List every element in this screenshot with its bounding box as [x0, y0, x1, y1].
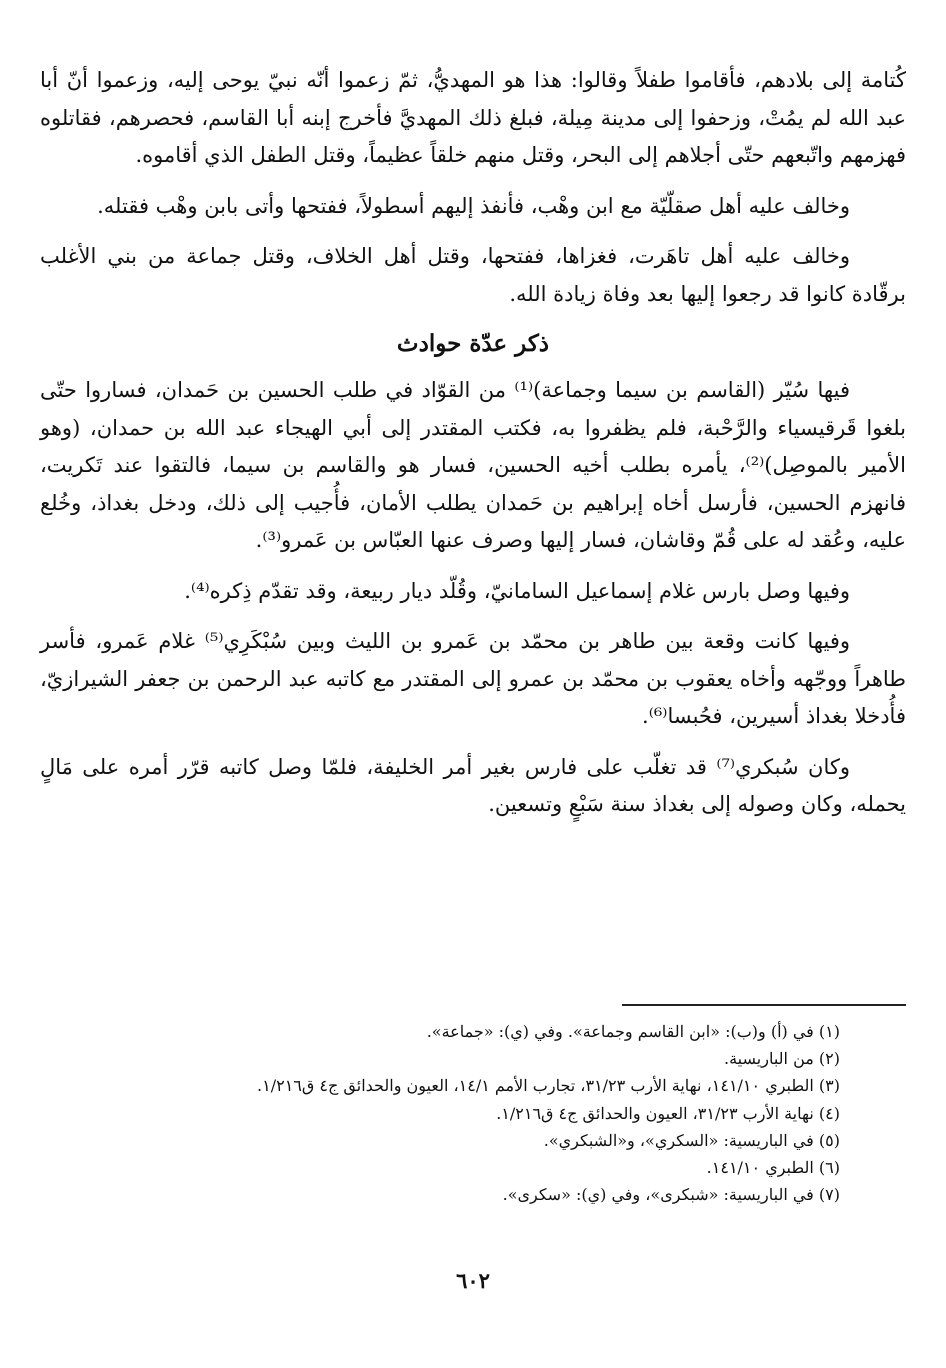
footnote-divider	[622, 1004, 906, 1006]
paragraph-subkari: وكان سُبكري⁽⁷⁾ قد تغلّب على فارس بغير أمر الخليفة، فلمّا وصل كاتبه قرّر أمره على مَالٍ يحمله، وكان وصوله إلى بغداذ سنة سَبْعٍ وتسعين.	[40, 754, 906, 816]
footnote-3: (٣) الطبري ١٤١/١٠، نهاية الأرب ٣١/٢٣، تجارب الأمم ١٤/١، العيون والحدائق ج٤ ق١/٢١٦.	[257, 1076, 840, 1096]
footnote-2: (٢) من الباريسية.	[724, 1049, 840, 1069]
main-text	[40, 62, 906, 837]
footnotes	[40, 1018, 840, 1208]
paragraph-qasim: فيها سُيّر (القاسم بن سيما وجماعة)⁽¹⁾ من القوّاد في طلب الحسين بن حَمدان، فساروا حتّى بلغوا قَرقيسياء والرَّحْبة، فلم يظفروا به، فكتب المقتدر إلى أبي الهيجاء عبد الله بن حمدان، (وهو الأمير بالموصِل)⁽²⁾، يأمره بطلب أخيه الحسين، فسار هو والقاسم بن سيما، فالتقوا عند تَكريت، فانهزم الحسين، فأرسل أخاه إبراهيم بن حَمدان يطلب الأمان، فأُجيب إلى ذلك، ودخل بغداذ، وخُلع عليه، وعُقد له على قُمّ وقاشان، فسار إليها وصرف عنها العبّاس بن عَمرو⁽³⁾.	[40, 378, 906, 552]
paragraph-sicily: وخالف عليه أهل صقلّيّة مع ابن وهْب، فأنفذ إليهم أسطولاً، ففتحها وأتى بابن وهْب فقتله.	[97, 193, 850, 218]
paragraph-tahert: وخالف عليه أهل تاهَرت، فغزاها، ففتحها، وقتل أهل الخلاف، وقتل جماعة من بني الأغلب برقّادة كانوا قد رجعوا إليها بعد وفاة زيادة الله.	[40, 244, 906, 306]
paragraph-tahir: وفيها كانت وقعة بين طاهر بن محمّد بن عَمرو بن الليث وبين سُبْكَرِي⁽⁵⁾ غلام عَمرو، فأسر طاهراً ووجّهه وأخاه يعقوب بن محمّد بن عمرو إلى المقتدر مع كاتبه عبد الرحمن بن جعفر الشيرازيّ، فأُدخلا بغداذ أسيرين، فحُبسا⁽⁶⁾.	[40, 629, 906, 728]
section-heading: ذكر عدّة حوادث	[396, 330, 550, 357]
paragraph-bars: وفيها وصل بارس غلام إسماعيل السامانيّ، وقُلّد ديار ربيعة، وقد تقدّم ذِكره⁽⁴⁾.	[184, 578, 850, 603]
footnote-5: (٥) في الباريسية: «السكري»، و«الشبكري».	[543, 1130, 840, 1150]
footnote-6: (٦) الطبري ١٤١/١٠.	[706, 1158, 840, 1178]
page-number: ٦٠٢	[456, 1268, 490, 1293]
footnote-7: (٧) في الباريسية: «شبكرى»، وفي (ي): «سكرى».	[502, 1185, 840, 1205]
footnote-4: (٤) نهاية الأرب ٣١/٢٣، العيون والحدائق ج٤ ق١/٢١٦.	[496, 1103, 840, 1123]
footnote-1: (١) في (أ) و(ب): «ابن القاسم وجماعة». وفي (ي): «جماعة».	[426, 1022, 840, 1041]
paragraph-continuation: كُتامة إلى بلادهم، فأقاموا طفلاً وقالوا: هذا هو المهديُّ، ثمّ زعموا أنّه نبيّ يوحى إليه، وزعموا أنّ أبا عبد الله لم يمُتْ، وزحفوا إلى مدينة مِيلة، فبلغ ذلك المهديَّ فأخرج إبنه أبا القاسم، فحصرهم، فقاتلوه فهزمهم واتّبعهم حتّى أجلاهم إلى البحر، وقتل منهم خلقاً عظيماً، وقتل الطفل الذي أقاموه.	[40, 68, 906, 167]
